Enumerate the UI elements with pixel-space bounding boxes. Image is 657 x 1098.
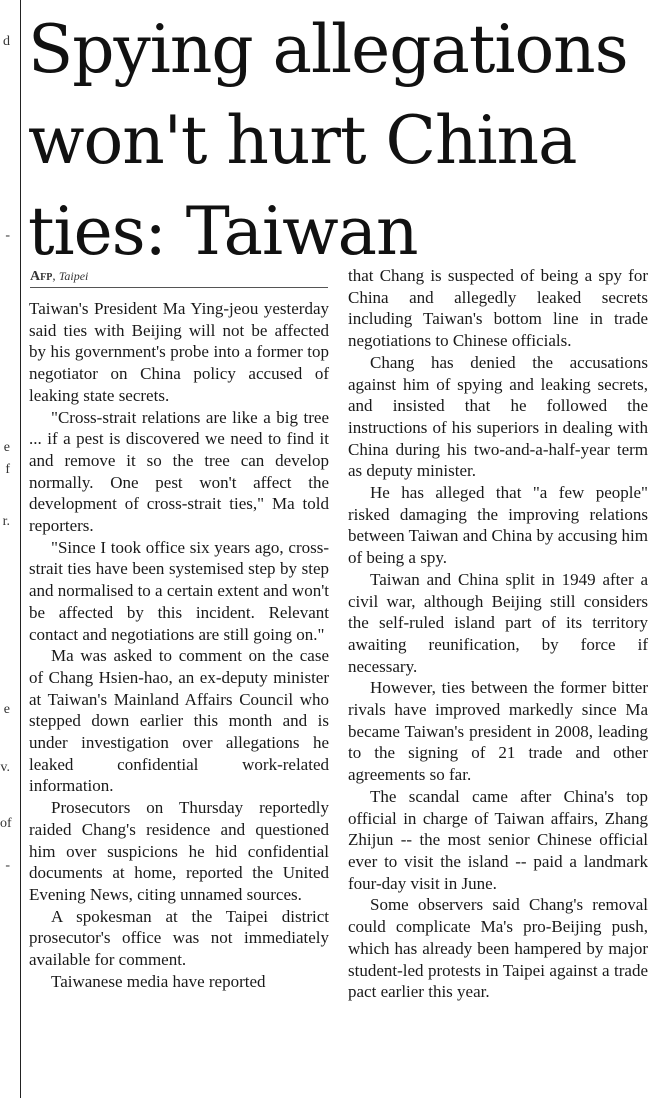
- headline-line: won't hurt China: [28, 102, 577, 179]
- byline-separator: ,: [52, 268, 59, 283]
- paragraph: Chang has denied the accusations against him of spying and leaking secrets, and insisted that he followed the instructions of his superiors in dealing with China during his two-and-a-half-year term as deputy minister.: [348, 352, 648, 481]
- byline-place: Taipei: [58, 269, 89, 283]
- paragraph: Taiwanese media have reported: [51, 971, 266, 991]
- paragraph: Some observers said Chang's removal could complicate Ma's pro-Beijing push, which has already been hampered by major student-led protests in Taipei against a trade pact earlier this year.: [348, 895, 648, 1002]
- article-column-2: [348, 265, 648, 1003]
- paragraph: Taiwan's President Ma Ying-jeou yesterday said ties with Beijing will not be affected by his government's probe into a former top negotiator on China policy accused of leaking state secrets.: [29, 299, 329, 405]
- paragraph: "Since I took office six years ago, cross-strait ties have been systemised step by step and normalised to a certain extent and won't be affected by this incident. Relevant contact and negotiations are still going on.": [29, 537, 329, 644]
- paragraph: However, ties between the former bitter rivals have improved markedly since Ma became Taiwan's president in 2008, leading to the signing of 21 trade and other agreements so far.: [348, 678, 648, 785]
- margin-fragment: f: [5, 462, 10, 477]
- paragraph: "Cross-strait relations are like a big tree ... if a pest is discovered we need to find it and remove it so the tree can develop normally. One pest won't affect the development of cross-strait ties," Ma told reporters.: [29, 407, 329, 536]
- article-headline: [28, 4, 653, 277]
- article-column-1: [29, 298, 329, 993]
- byline-divider: [30, 287, 328, 288]
- byline-agency: Afp: [30, 269, 53, 284]
- margin-fragment: r.: [2, 514, 10, 529]
- paragraph: that Chang is suspected of being a spy for China and allegedly leaked secrets including Taiwan's bottom line in trade negotiations to Chinese officials.: [348, 266, 648, 351]
- margin-fragment: d: [3, 34, 10, 49]
- margin-fragment: of: [0, 816, 12, 831]
- paragraph: Ma was asked to comment on the case of Chang Hsien-hao, an ex-deputy minister at Taiwan's Mainland Affairs Council who stepped down earlier this month and is under investigation over allegations he leaked confidential work-related information.: [29, 646, 329, 796]
- margin-fragment: -: [5, 858, 10, 873]
- margin-fragment: v.: [0, 760, 10, 775]
- margin-fragment: -: [5, 228, 10, 243]
- adjacent-article-strip: [0, 0, 20, 1098]
- paragraph: The scandal came after China's top official in charge of Taiwan affairs, Zhang Zhijun -- the most senior Chinese official ever to visit the island -- paid a landmark four-day visit in June.: [348, 786, 648, 893]
- headline-line: ties: Taiwan: [28, 193, 418, 270]
- paragraph: A spokesman at the Taipei district prosecutor's office was not immediately available for comment.: [29, 906, 329, 970]
- headline-line: Spying allegations: [28, 11, 628, 88]
- paragraph: He has alleged that "a few people" risked damaging the improving relations between Taiwan and China by accusing him of being a spy.: [348, 483, 648, 568]
- paragraph: Taiwan and China split in 1949 after a civil war, although Beijing still considers the self-ruled island part of its territory awaiting reunification, by force if necessary.: [348, 569, 648, 676]
- margin-fragment: e: [3, 702, 10, 717]
- byline: [30, 268, 88, 285]
- column-rule: [20, 0, 21, 1098]
- margin-fragment: e: [3, 440, 10, 455]
- paragraph: Prosecutors on Thursday reportedly raided Chang's residence and questioned him over suspicions he hid confidential documents at home, reported the United Evening News, citing unnamed sources.: [29, 798, 329, 904]
